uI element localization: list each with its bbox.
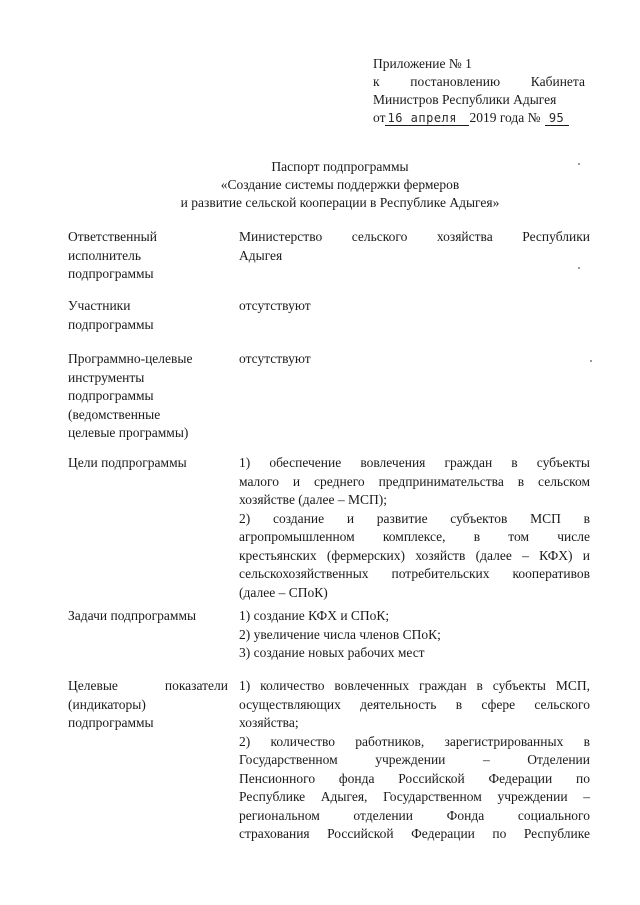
row-value xyxy=(239,677,590,844)
scan-speck xyxy=(578,163,580,165)
value-line: страхования Российской Федерации по Республике xyxy=(239,826,590,841)
label-line: целевые программы) xyxy=(68,425,189,440)
scan-speck xyxy=(578,267,580,269)
row-value xyxy=(239,454,590,602)
row-value xyxy=(239,228,590,265)
value-line: (далее – СПоК) xyxy=(239,584,328,600)
value-line: хозяйстве (далее – МСП); xyxy=(239,492,388,507)
value-line: Государственном учреждении – Отделении xyxy=(239,752,590,767)
row-label xyxy=(68,350,228,443)
document-title xyxy=(120,158,560,212)
label-line-justified xyxy=(68,677,228,696)
label-line: исполнитель xyxy=(68,247,141,263)
value-line: 2) увеличение числа членов СПоК; xyxy=(239,626,441,642)
row-value xyxy=(239,350,590,369)
label-word: Целевые xyxy=(68,678,118,693)
value-line: региональном отделении Фонда социального xyxy=(239,807,590,823)
date-prefix: от xyxy=(373,110,386,125)
label-line: подпрограммы xyxy=(68,715,154,730)
value-line: 3) создание новых рабочих мест xyxy=(239,645,425,660)
label-line: Участники xyxy=(68,298,131,313)
value-line: сельскохозяйственных потребительских кооперативов xyxy=(239,566,590,581)
value-line: Пенсионного фонда Российской Федерации по xyxy=(239,770,590,786)
label-line: Цели подпрограммы xyxy=(68,455,187,470)
value-line: отсутствуют xyxy=(239,351,311,366)
appendix-word: Кабинета xyxy=(530,74,585,89)
label-line: (ведомственные xyxy=(68,406,161,422)
title-line-2: «Создание системы поддержки фермеров xyxy=(220,177,460,192)
label-line: подпрограммы xyxy=(68,388,154,403)
label-line: инструменты xyxy=(68,369,145,385)
handwritten-date: 16 апреля xyxy=(385,111,469,126)
appendix-word: к xyxy=(373,74,380,89)
value-line: крестьянских (фермерских) хозяйств (далее – КФХ) и xyxy=(239,547,590,563)
appendix-date-line xyxy=(373,109,585,127)
appendix-line-1: Приложение № 1 xyxy=(373,56,472,71)
appendix-header xyxy=(373,55,585,127)
label-word: показатели xyxy=(164,678,228,693)
value-line: 1) обеспечение вовлечения граждан в субъекты xyxy=(239,455,590,470)
row-label xyxy=(68,454,228,473)
value-line: Министерство сельского хозяйства Республики xyxy=(239,229,590,244)
row-label xyxy=(68,677,228,733)
label-line: подпрограммы xyxy=(68,316,154,332)
value-line: Адыгея xyxy=(239,247,283,263)
value-line: 1) количество вовлеченных граждан в субъекты МСП, xyxy=(239,678,590,693)
year-text: 2019 года № xyxy=(469,110,541,125)
row-label xyxy=(68,297,228,334)
label-line: Программно-целевые xyxy=(68,351,193,366)
value-line: агропромышленном комплексе, в том числе xyxy=(239,529,590,544)
value-line: осуществляющих деятельность в сфере сельского xyxy=(239,696,590,712)
row-label xyxy=(68,228,228,284)
title-line-3: и развитие сельской кооперации в Республике Адыгея» xyxy=(180,195,500,210)
value-line: отсутствуют xyxy=(239,298,311,313)
value-line: 2) создание и развитие субъектов МСП в xyxy=(239,510,590,526)
row-value xyxy=(239,607,590,663)
value-line: хозяйства; xyxy=(239,715,299,730)
value-line: 2) количество работников, зарегистрированных в xyxy=(239,733,590,749)
row-value xyxy=(239,297,590,316)
appendix-line-3: Министров Республики Адыгея xyxy=(373,92,557,107)
appendix-line-2 xyxy=(373,73,585,91)
scan-speck xyxy=(590,360,592,362)
value-line: малого и среднего предпринимательства в сельском xyxy=(239,473,590,489)
label-line: подпрограммы xyxy=(68,266,154,281)
label-line: Ответственный xyxy=(68,229,157,244)
title-line-1: Паспорт подпрограммы xyxy=(271,159,409,174)
label-line: (индикаторы) xyxy=(68,696,146,712)
row-label xyxy=(68,607,228,626)
label-line: Задачи подпрограммы xyxy=(68,608,197,623)
handwritten-number: 95 xyxy=(545,111,569,126)
value-line: 1) создание КФХ и СПоК; xyxy=(239,608,390,623)
appendix-word: постановлению xyxy=(410,74,501,89)
value-line: Республике Адыгея, Государственном учреждении – xyxy=(239,789,590,804)
